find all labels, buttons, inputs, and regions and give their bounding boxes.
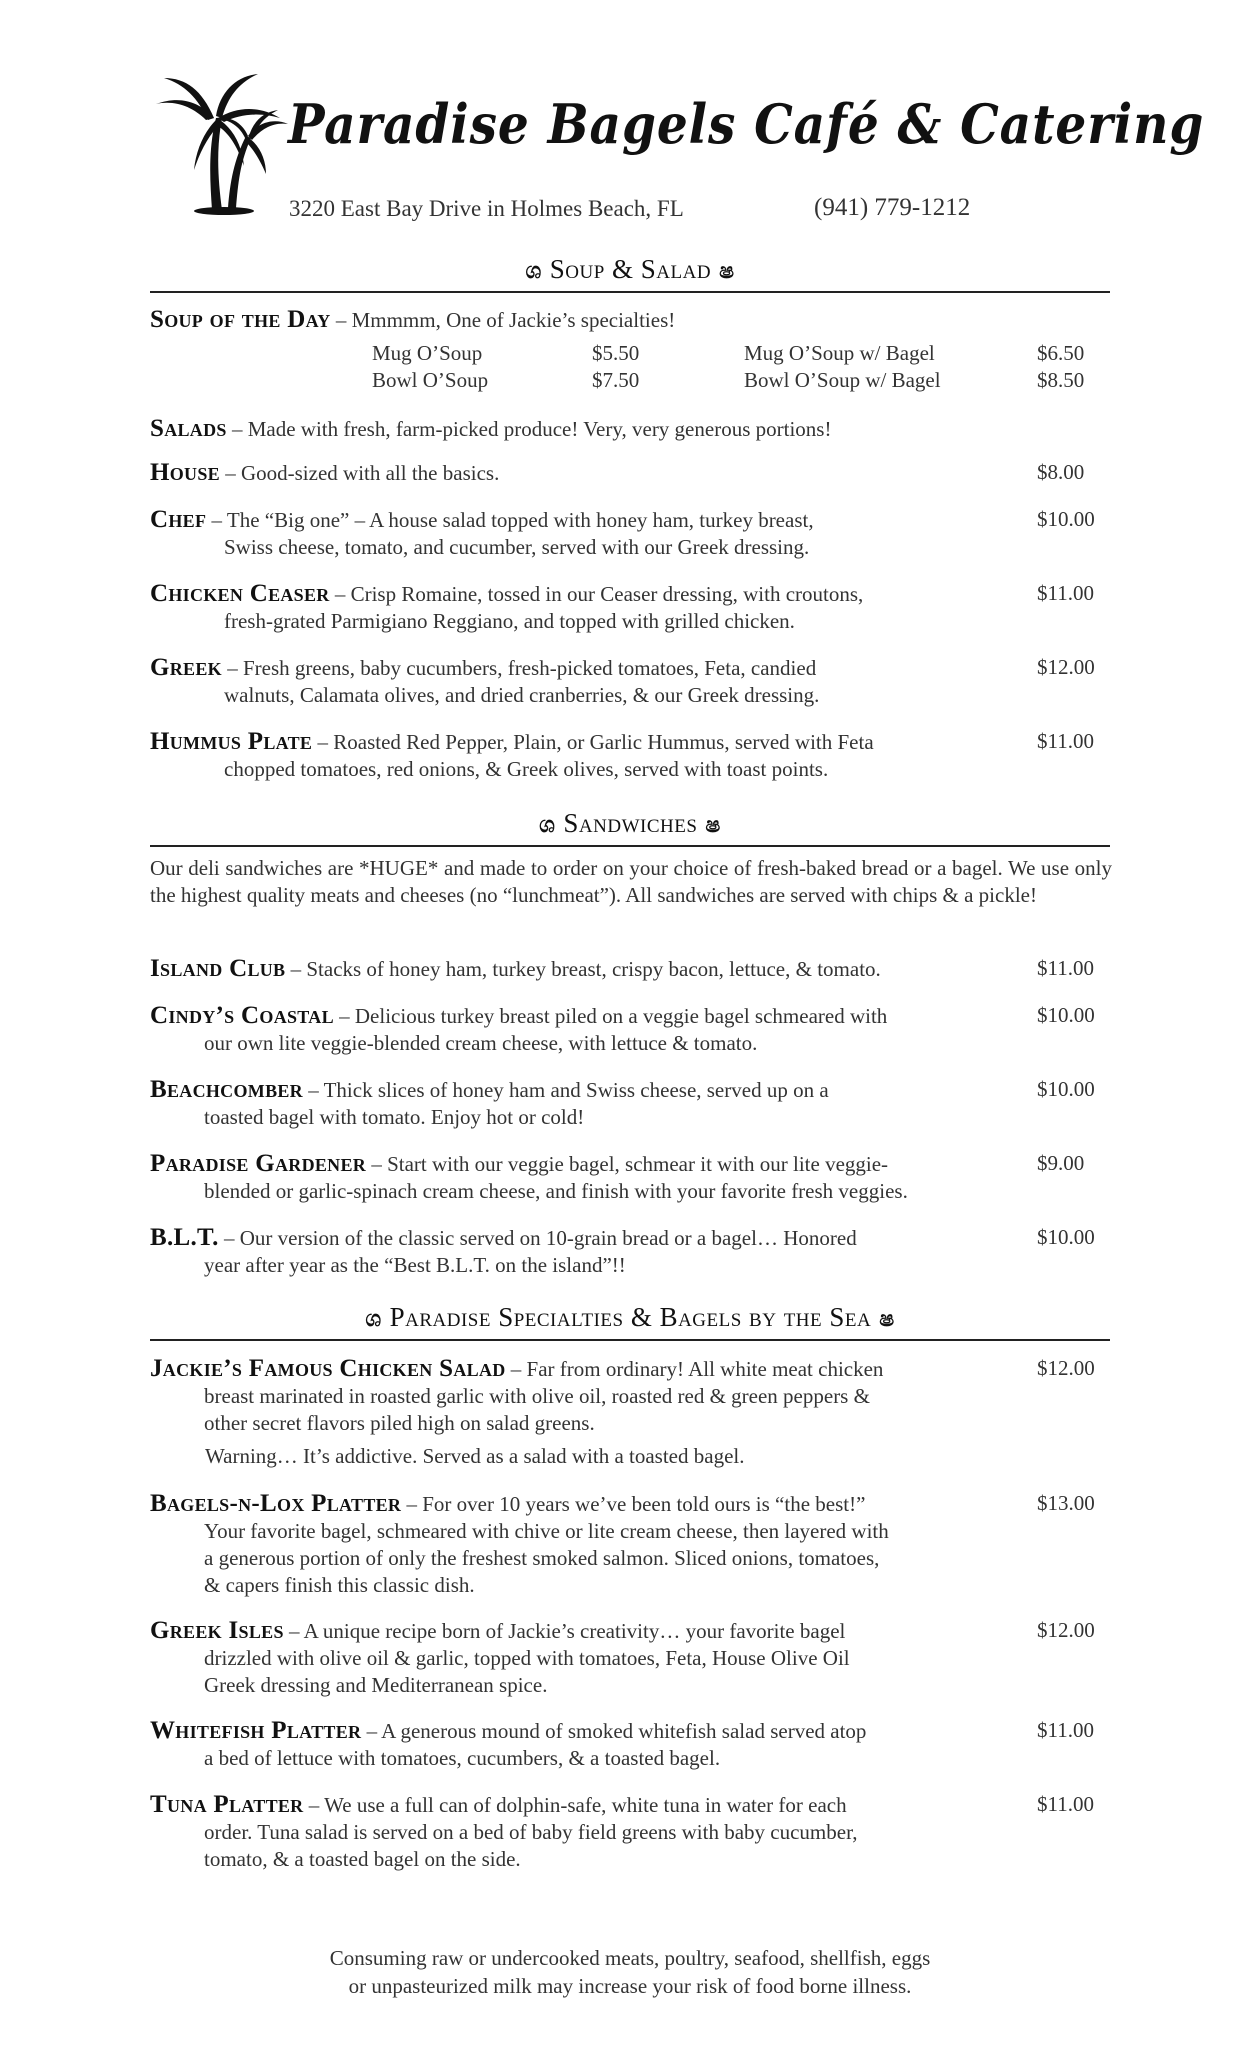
ornament-right-icon: ෂ xyxy=(719,258,735,283)
item-price: $10.00 xyxy=(1037,1077,1095,1101)
food-safety-notice xyxy=(150,1944,1110,2000)
item-note: Warning… It’s addictive. Served as a salad with a toasted bagel. xyxy=(205,1444,745,1468)
item-price: $9.00 xyxy=(1037,1151,1085,1175)
item-price: $11.00 xyxy=(1037,956,1094,980)
ornament-left-icon: ශ xyxy=(525,258,542,283)
item-description: – Roasted Red Pepper, Plain, or Garlic Hummus, served with Feta xyxy=(312,730,874,754)
section-heading-sandwiches: ශ Sandwiches ෂ xyxy=(539,808,721,838)
item-name: Tuna Platter xyxy=(150,1791,304,1818)
soup-option-label: Mug O’Soup w/ Bagel xyxy=(744,341,935,365)
item-name: Island Club xyxy=(150,955,286,982)
item-description-cont: Greek dressing and Mediterranean spice. xyxy=(204,1673,548,1697)
phone-number: (941) 779-1212 xyxy=(814,194,971,221)
item-description-cont: fresh-grated Parmigiano Reggiano, and topped with grilled chicken. xyxy=(224,609,795,633)
item-description-cont: Your favorite bagel, schmeared with chive or lite cream cheese, then layered with xyxy=(204,1519,889,1543)
item-name: Greek xyxy=(150,654,222,681)
item-description-cont: a bed of lettuce with tomatoes, cucumbers, & a toasted bagel. xyxy=(204,1746,721,1770)
item-price: $12.00 xyxy=(1037,655,1095,679)
item-description: – Our version of the classic served on 10-grain bread or a bagel… Honored xyxy=(218,1226,857,1250)
item-description-cont: order. Tuna salad is served on a bed of baby field greens with baby cucumber, xyxy=(204,1820,858,1844)
ornament-right-icon: ෂ xyxy=(879,1306,895,1331)
salads-intro xyxy=(150,415,1110,443)
item-description: – Crisp Romaine, tossed in our Ceaser dressing, with croutons, xyxy=(329,582,864,606)
section-divider xyxy=(150,845,1110,847)
item-description-cont: Swiss cheese, tomato, and cucumber, served with our Greek dressing. xyxy=(224,535,810,559)
item-description: – A generous mound of smoked whitefish salad served atop xyxy=(361,1719,867,1743)
item-description: – Made with fresh, farm-picked produce! Very, very generous portions! xyxy=(226,417,832,441)
item-description: – Mmmmm, One of Jackie’s specialties! xyxy=(330,308,676,332)
item-name: Hummus Plate xyxy=(150,728,313,755)
item-price: $11.00 xyxy=(1037,1792,1094,1816)
item-price: $12.00 xyxy=(1037,1356,1095,1380)
item-description: – Good-sized with all the basics. xyxy=(219,461,500,485)
ornament-right-icon: ෂ xyxy=(705,812,721,837)
item-description-cont: toasted bagel with tomato. Enjoy hot or cold! xyxy=(204,1105,585,1129)
item-price: $11.00 xyxy=(1037,581,1094,605)
item-description: – Stacks of honey ham, turkey breast, crispy bacon, lettuce, & tomato. xyxy=(285,957,881,981)
item-description-cont: & capers finish this classic dish. xyxy=(204,1573,475,1597)
item-description: – Thick slices of honey ham and Swiss cheese, served up on a xyxy=(302,1078,829,1102)
item-description: – Fresh greens, baby cucumbers, fresh-picked tomatoes, Feta, candied xyxy=(221,656,817,680)
item-description-cont: a generous portion of only the freshest smoked salmon. Sliced onions, tomatoes, xyxy=(204,1546,880,1570)
item-name: Paradise Gardener xyxy=(150,1150,367,1177)
item-description: – A unique recipe born of Jackie’s creativity… your favorite bagel xyxy=(283,1619,846,1643)
item-description: – Far from ordinary! All white meat chicken xyxy=(505,1357,884,1381)
item-description-cont: walnuts, Calamata olives, and dried cranberries, & our Greek dressing. xyxy=(224,683,820,707)
soup-option-label: Mug O’Soup xyxy=(372,341,483,365)
soup-option-price: $8.50 xyxy=(1037,368,1085,392)
item-description-cont: drizzled with olive oil & garlic, topped with tomatoes, Feta, House Olive Oil xyxy=(204,1646,850,1670)
palm-trees-icon xyxy=(150,70,290,215)
ornament-left-icon: ශ xyxy=(539,812,556,837)
section-heading-soup-salad: ශ Soup & Salad ෂ xyxy=(525,254,735,284)
soup-option-price: $5.50 xyxy=(592,341,640,365)
section-divider xyxy=(150,1339,1110,1341)
soup-option-price: $7.50 xyxy=(592,368,640,392)
page-title: Paradise Bagels Café & Catering xyxy=(288,92,1205,156)
section-divider xyxy=(150,291,1110,293)
soup-of-the-day xyxy=(150,306,1110,334)
ornament-left-icon: ශ xyxy=(365,1306,382,1331)
item-name: Chef xyxy=(150,506,207,533)
item-name: Whitefish Platter xyxy=(150,1717,362,1744)
item-name: Soup of the Day xyxy=(150,306,331,333)
item-name: Beachcomber xyxy=(150,1076,303,1103)
soup-option-label: Bowl O’Soup w/ Bagel xyxy=(744,368,941,392)
item-price: $11.00 xyxy=(1037,729,1094,753)
item-description: – We use a full can of dolphin-safe, white tuna in water for each xyxy=(303,1793,847,1817)
item-name: Cindy’s Coastal xyxy=(150,1002,334,1029)
notice-line: Consuming raw or undercooked meats, poultry, seafood, shellfish, eggs xyxy=(329,1946,931,1970)
item-description-cont: our own lite veggie-blended cream cheese, with lettuce & tomato. xyxy=(204,1031,758,1055)
item-price: $8.00 xyxy=(1037,460,1085,484)
item-description: – Start with our veggie bagel, schmear it with our lite veggie- xyxy=(366,1152,889,1176)
section-heading-specialties: ශ Paradise Specialties & Bagels by the Sea ෂ xyxy=(365,1302,895,1332)
item-description-cont: chopped tomatoes, red onions, & Greek olives, served with toast points. xyxy=(224,757,829,781)
item-description-cont: blended or garlic-spinach cream cheese, and finish with your favorite fresh veggies. xyxy=(204,1179,908,1203)
item-description-cont: other secret flavors piled high on salad greens. xyxy=(204,1411,595,1435)
item-price: $13.00 xyxy=(1037,1491,1095,1515)
item-name: House xyxy=(150,459,220,486)
notice-line: or unpasteurized milk may increase your risk of food borne illness. xyxy=(348,1974,912,1998)
item-description: – The “Big one” – A house salad topped with honey ham, turkey breast, xyxy=(206,508,814,532)
item-description-cont: breast marinated in roasted garlic with olive oil, roasted red & green peppers & xyxy=(204,1384,870,1408)
item-name: B.L.T. xyxy=(150,1224,219,1251)
item-description-cont: year after year as the “Best B.L.T. on the island”!! xyxy=(204,1253,626,1277)
soup-option-label: Bowl O’Soup xyxy=(372,368,489,392)
item-price: $12.00 xyxy=(1037,1618,1095,1642)
item-price: $10.00 xyxy=(1037,1003,1095,1027)
item-name: Jackie’s Famous Chicken Salad xyxy=(150,1355,506,1382)
item-name: Greek Isles xyxy=(150,1617,284,1644)
item-price: $11.00 xyxy=(1037,1718,1094,1742)
item-name: Salads xyxy=(150,415,227,442)
sandwiches-intro: Our deli sandwiches are *HUGE* and made to order on your choice of fresh-baked bread or a bagel. We use only the highest quality meats and cheeses (no “lunchmeat”). All sandwiches are served with chips & a pickle! xyxy=(150,856,1112,907)
soup-option-price: $6.50 xyxy=(1037,341,1085,365)
item-name: Bagels-n-Lox Platter xyxy=(150,1490,402,1517)
item-description: – For over 10 years we’ve been told ours is “the best!” xyxy=(401,1492,866,1516)
item-price: $10.00 xyxy=(1037,1225,1095,1249)
item-price: $10.00 xyxy=(1037,507,1095,531)
item-description: – Delicious turkey breast piled on a veggie bagel schmeared with xyxy=(333,1004,888,1028)
item-description-cont: tomato, & a toasted bagel on the side. xyxy=(204,1847,521,1871)
item-name: Chicken Ceaser xyxy=(150,580,330,607)
address: 3220 East Bay Drive in Holmes Beach, FL xyxy=(289,196,684,221)
